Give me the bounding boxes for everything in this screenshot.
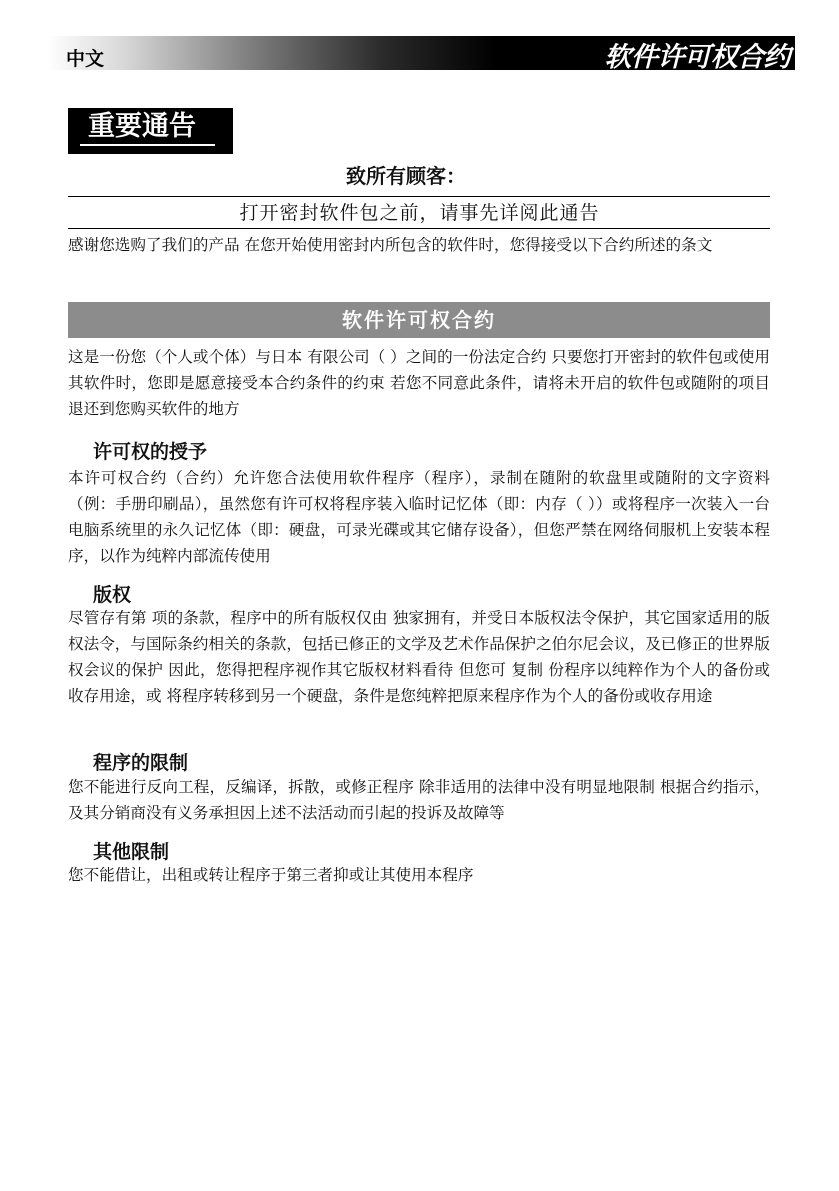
to-customers-heading: 致所有顾客： <box>346 164 466 188</box>
license-agreement-banner: 软件许可权合约 <box>68 302 770 338</box>
section-heading-license-grant: 许可权的授予 <box>93 441 208 463</box>
section-body-copyright: 尽管存有第 项的条款，程序中的所有版权仅由 独家拥有，并受日本版权法令保护，其它国家适用的版权法令，与国际条约相关的条款，包括已修正的文学及艺术作品保护之伯尔尼会议，及已修正的世界版权会议的保护 因此，您得把程序视作其它版权材料看待 但您可 复制 份程序以纯粹作为个人的备份或收存用途，或 将程序转移到另一个硬盘，条件是您纯粹把原来程序作为个人的备份或收存用途 <box>68 609 770 705</box>
before-open-notice: 打开密封软件包之前，请事先详阅此通告 <box>239 202 600 224</box>
section-body-other-restrictions: 您不能借让，出租或转让程序于第三者抑或让其使用本程序 <box>68 866 474 884</box>
header-title: 软件许可权合约 <box>604 42 790 73</box>
divider-top <box>68 196 770 197</box>
section-body-license-grant: 本许可权合约（合约）允许您合法使用软件程序（程序），录制在随附的软盘里或随附的文字资料（例：手册印刷品），虽然您有许可权将程序装入临时记忆体（即：内存（ ））或将程序一次装入一台电脑系统里的永久记忆体（即：硬盘，可录光碟或其它储存设备），但您严禁在网络伺服机上安装本程序，以作为纯粹内部流传使用 <box>68 469 770 565</box>
agreement-paragraph: 这是一份您（个人或个体）与日本 有限公司（ ）之间的一份法定合约 只要您打开密封的软件包或使用其软件时，您即是愿意接受本合约条件的约束 若您不同意此条件，请将未开启的软件包或随附的项目退还到您购买软件的地方 <box>68 348 770 418</box>
intro-paragraph: 感谢您选购了我们的产品 在您开始使用密封内所包含的软件时，您得接受以下合约所述的条文 <box>68 236 713 254</box>
section-heading-other-restrictions: 其他限制 <box>93 841 170 863</box>
divider-bottom <box>68 228 770 229</box>
section-body-program-restrictions: 您不能进行反向工程，反编译，拆散，或修正程序 除非适用的法律中没有明显地限制 根据合约指示， 及其分销商没有义务承担因上述不法活动而引起的投诉及故障等 <box>68 778 770 822</box>
important-notice-label: 重要通告 <box>68 108 233 154</box>
section-heading-copyright: 版权 <box>93 584 132 606</box>
header-language-label: 中文 <box>66 48 105 70</box>
section-heading-program-restrictions: 程序的限制 <box>93 752 189 774</box>
